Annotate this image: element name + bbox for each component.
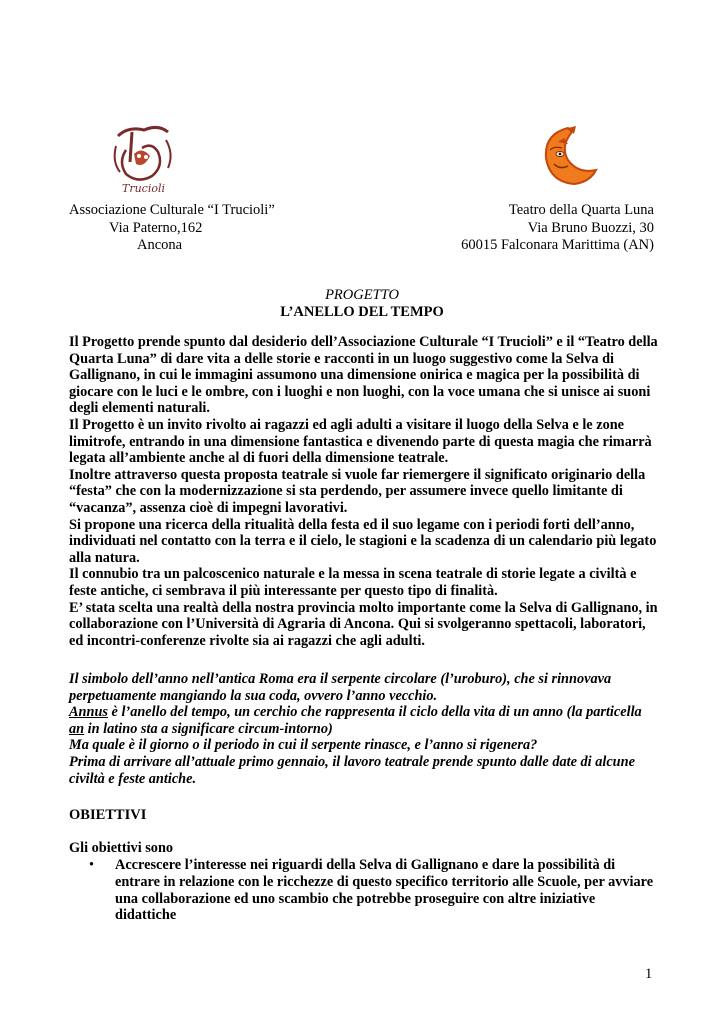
address-right-line1: Teatro della Quarta Luna <box>508 202 654 218</box>
italic-paragraph: Prima di arrivare all’attuale primo gennaio, il lavoro teatrale prende spunto dalle date di alcune civiltà e feste antiche. <box>69 753 635 787</box>
address-left <box>69 202 289 255</box>
body-paragraph: Si propone una ricerca della ritualità della festa ed il suo legame con i periodi forti dell’anno, individuati nel contatto con la terra e il cielo, le stagioni e la scadenza di un calendario più legato alla natura. <box>69 516 657 566</box>
body-text <box>69 334 659 649</box>
body-paragraph: Il Progetto prende spunto dal desiderio dell’Associazione Culturale “I Trucioli” e il “Teatro della Quarta Luna” di dare vita a delle storie e racconti in un luogo suggestivo come la Selva di Gallignano, in cui le immagini assumono una dimensione onirica e magica per la possibilità di giocare con le luci e le ombre, con i luoghi e non luoghi, con la voce umana che si unisce ai suoni degli elementi naturali. <box>69 334 658 417</box>
list-item-text: Accrescere l’interesse nei riguardi della Selva di Gallignano e dare la possibilità di entrare in relazione con le ricchezze di questo specifico territorio alle Scuole, per avviare una collaborazione ed uno scambio che potrebbe proseguire con altre iniziative didattiche <box>115 857 654 924</box>
quarta-luna-logo <box>538 124 602 188</box>
project-title: L’ANELLO DEL TEMPO <box>280 304 444 320</box>
project-label: PROGETTO <box>325 287 399 303</box>
body-paragraph: Il Progetto è un invito rivolto ai ragazzi ed agli adulti a visitare il luogo della Selva e le zone limitrofe, entrando in una dimensione fantastica e divenendo parte di questa magia che rimarrà legata all’ambiente anche al di fuori della dimensione teatrale. <box>69 416 652 467</box>
address-right <box>394 202 654 255</box>
objectives-list <box>69 857 659 924</box>
page-number: 1 <box>645 966 653 982</box>
objectives-heading: OBIETTIVI <box>69 807 147 823</box>
an-word: an <box>69 720 85 737</box>
address-left-line3: Ancona <box>137 237 183 253</box>
italic-paragraph: Ma quale è il giorno o il periodo in cui il serpente rinasce, e l’anno si rigenera? <box>69 737 538 754</box>
body-paragraph: Inoltre attraverso questa proposta teatrale si vuole far riemergere il significato originario della “festa” che con la modernizzazione si sta perdendo, per assumere invece quello limitante di “vacanza”, assenza cioè di impegni lavorativi. <box>69 466 646 516</box>
trucioli-logo <box>108 122 178 196</box>
trucioli-logo-text: Trucioli <box>122 182 166 195</box>
annus-text-mid: è l’anello del tempo, un cerchio che rappresenta il ciclo della vita di un anno (la particella <box>107 704 642 721</box>
italic-paragraph-annus <box>69 704 659 737</box>
body-paragraph: E’ stata scelta una realtà della nostra provincia molto importante come la Selva di Gallignano, in collaborazione con l’Università di Agraria di Ancona. Qui si svolgeranno spettacoli, laboratori, ed incontri-conferenze rivolte sia ai ragazzi che agli adulti. <box>69 599 658 649</box>
address-left-line2: Via Paterno,162 <box>109 219 203 236</box>
annus-text-end: in latino sta a significare circum-intorno) <box>84 720 333 737</box>
italic-paragraph: Il simbolo dell’anno nell’antica Roma era il serpente circolare (l’uroburo), che si rinnovava perpetuamente mangiando la sua coda, ovvero l’anno vecchio. <box>69 671 612 704</box>
list-item <box>69 857 659 924</box>
address-right-line3: 60015 Falconara Marittima (AN) <box>461 237 654 253</box>
address-left-line1: Associazione Culturale “I Trucioli” <box>69 202 275 218</box>
address-right-line2: Via Bruno Buozzi, 30 <box>527 219 654 236</box>
annus-word: Annus <box>69 704 108 721</box>
objectives-intro: Gli obiettivi sono <box>69 840 174 856</box>
body-paragraph: Il connubio tra un palcoscenico naturale e la messa in scena teatrale di storie legate a civiltà e feste antiche, ci sembrava il più interessante per questo tipo di finalità. <box>69 566 637 599</box>
italic-block <box>69 671 659 787</box>
bullet-icon: • <box>89 857 95 873</box>
